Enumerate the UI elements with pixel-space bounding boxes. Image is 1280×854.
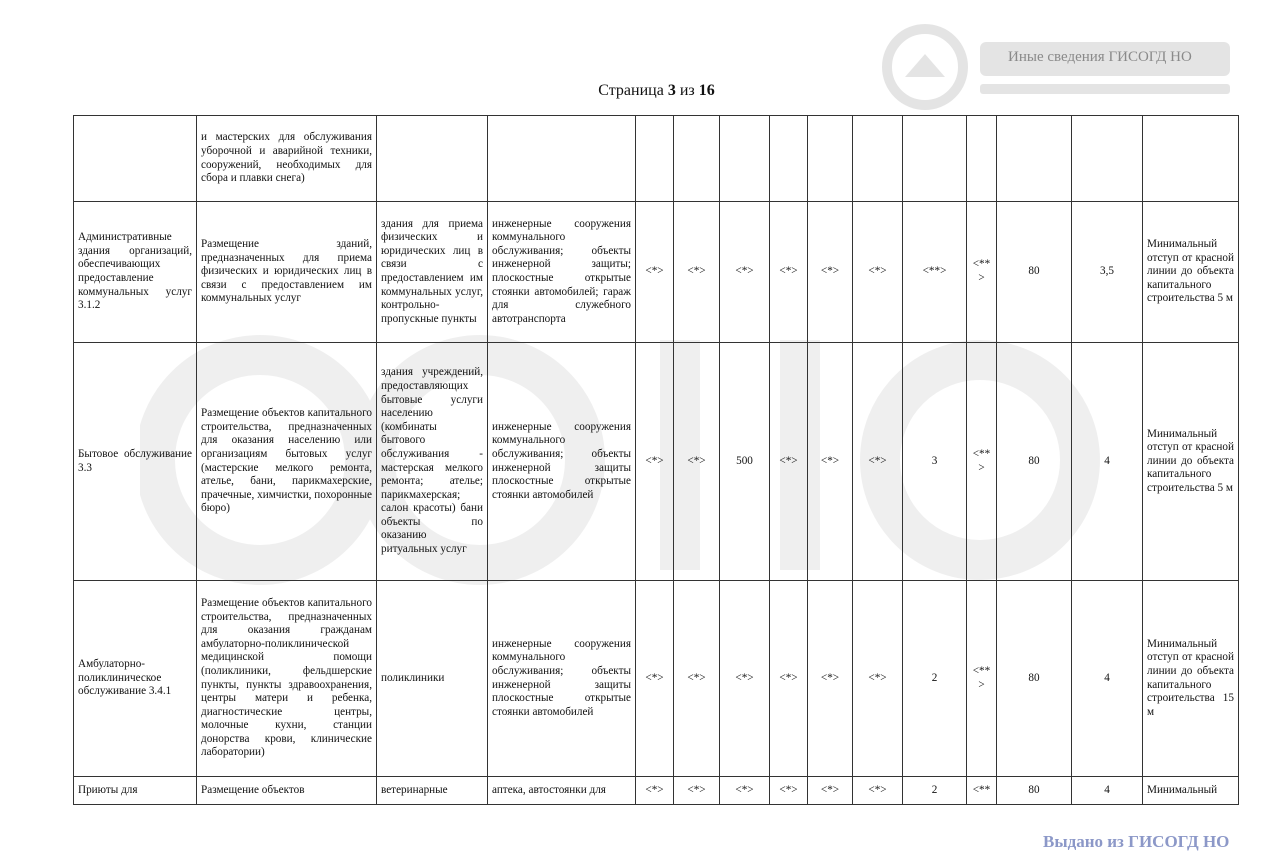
cell-param-6: <*> bbox=[674, 343, 720, 581]
cell-param-14: 3,5 bbox=[1072, 202, 1143, 343]
cell-description: Размещение объектов капитального строительства, предназначенных для оказания населению или организациям бытовых услуг (мастерские мелкого ремонта, ателье, бани, парикмахерские, прачечные, химчистки, похоронные бюро) bbox=[197, 343, 377, 581]
cell-land-use-type: Приюты для bbox=[74, 777, 197, 805]
cell-param-14: 4 bbox=[1072, 777, 1143, 805]
cell-param-14: 4 bbox=[1072, 343, 1143, 581]
cell-param-12: <** > bbox=[967, 343, 997, 581]
cell-description: Размещение объектов bbox=[197, 777, 377, 805]
cell-param-12: <** bbox=[967, 777, 997, 805]
cell-param-6: <*> bbox=[674, 202, 720, 343]
cell-main-objects bbox=[377, 116, 488, 202]
cell-param-11: 3 bbox=[903, 343, 967, 581]
cell-note: Минимальный отступ от красной линии до объекта капитального строительства 5 м bbox=[1143, 343, 1239, 581]
cell-param-13: 80 bbox=[997, 202, 1072, 343]
cell-param-12: <** > bbox=[967, 202, 997, 343]
cell-param-5: <*> bbox=[636, 343, 674, 581]
cell-param-8: <*> bbox=[770, 777, 808, 805]
cell-main-objects: здания для приема физических и юридических лиц в связи с предоставлением им коммунальных услуг, контрольно-пропускные пункты bbox=[377, 202, 488, 343]
cell-param-9: <*> bbox=[808, 777, 853, 805]
cell-auxiliary-objects: инженерные сооружения коммунального обслуживания; объекты инженерной защиты плоскостные открытые стоянки автомобилей bbox=[488, 343, 636, 581]
page-total: 16 bbox=[698, 82, 715, 99]
cell-param-9: <*> bbox=[808, 343, 853, 581]
cell-param-13: 80 bbox=[997, 777, 1072, 805]
table-row bbox=[74, 343, 1239, 581]
cell-land-use-type: Административные здания организаций, обеспечивающих предоставление коммунальных услуг 3.1.2 bbox=[74, 202, 197, 343]
table-row bbox=[74, 202, 1239, 343]
cell-note: Минимальный отступ от красной линии до объекта капитального строительства 15 м bbox=[1143, 581, 1239, 777]
cell-param-10: <*> bbox=[853, 581, 903, 777]
cell-auxiliary-objects: инженерные сооружения коммунального обслуживания; объекты инженерной защиты плоскостные открытые стоянки автомобилей bbox=[488, 581, 636, 777]
cell-param-11 bbox=[903, 116, 967, 202]
cell-param-5: <*> bbox=[636, 202, 674, 343]
cell-main-objects: ветеринарные bbox=[377, 777, 488, 805]
table-row bbox=[74, 777, 1239, 805]
cell-land-use-type: Бытовое обслуживание 3.3 bbox=[74, 343, 197, 581]
page-current: 3 bbox=[667, 82, 676, 99]
cell-param-5: <*> bbox=[636, 777, 674, 805]
table-row bbox=[74, 116, 1239, 202]
cell-param-6 bbox=[674, 116, 720, 202]
issued-stamp: Выдано из ГИСОГД НО bbox=[1043, 832, 1230, 851]
cell-description: Размещение объектов капитального строительства, предназначенных для оказания гражданам амбулаторно-поликлинической медицинской помощи (поликлиники, фельдшерские пункты, пункты здравоохранения, центры матери и ребенка, диагностические центры, молочные кухни, станции донорства крови, клинические лаборатории) bbox=[197, 581, 377, 777]
cell-param-12: <** > bbox=[967, 581, 997, 777]
cell-param-7: <*> bbox=[720, 202, 770, 343]
cell-param-6: <*> bbox=[674, 581, 720, 777]
cell-param-7: 500 bbox=[720, 343, 770, 581]
cell-param-5 bbox=[636, 116, 674, 202]
cell-description: и мастерских для обслуживания уборочной и аварийной техники, сооружений, необходимых для сбора и плавки снега) bbox=[197, 116, 377, 202]
cell-param-9 bbox=[808, 116, 853, 202]
cell-param-10: <*> bbox=[853, 777, 903, 805]
cell-param-13: 80 bbox=[997, 343, 1072, 581]
cell-auxiliary-objects bbox=[488, 116, 636, 202]
page-separator: из bbox=[679, 82, 695, 99]
cell-param-11: <**> bbox=[903, 202, 967, 343]
page-prefix: Страница bbox=[598, 82, 664, 99]
cell-param-11: 2 bbox=[903, 777, 967, 805]
cell-param-5: <*> bbox=[636, 581, 674, 777]
cell-param-13: 80 bbox=[997, 581, 1072, 777]
cell-param-14: 4 bbox=[1072, 581, 1143, 777]
cell-auxiliary-objects: инженерные сооружения коммунального обслуживания; объекты инженерной защиты; плоскостные открытые стоянки автомобилей; гараж для служебного автотранспорта bbox=[488, 202, 636, 343]
cell-param-8 bbox=[770, 116, 808, 202]
cell-main-objects: поликлиники bbox=[377, 581, 488, 777]
cell-note: Минимальный отступ от красной линии до объекта капитального строительства 5 м bbox=[1143, 202, 1239, 343]
table-row bbox=[74, 581, 1239, 777]
cell-land-use-type bbox=[74, 116, 197, 202]
cell-param-6: <*> bbox=[674, 777, 720, 805]
cell-param-10 bbox=[853, 116, 903, 202]
cell-param-7 bbox=[720, 116, 770, 202]
cell-param-10: <*> bbox=[853, 202, 903, 343]
cell-param-11: 2 bbox=[903, 581, 967, 777]
cell-main-objects: здания учреждений, предоставляющих бытовые услуги населению (комбинаты бытового обслуживания - мастерская мелкого ремонта; ателье; парикмахерская; салон красоты) бани объекты по оказанию ритуальных услуг bbox=[377, 343, 488, 581]
cell-param-12 bbox=[967, 116, 997, 202]
cell-param-8: <*> bbox=[770, 581, 808, 777]
cell-param-10: <*> bbox=[853, 343, 903, 581]
cell-param-13 bbox=[997, 116, 1072, 202]
cell-note: Минимальный bbox=[1143, 777, 1239, 805]
cell-param-8: <*> bbox=[770, 202, 808, 343]
page-indicator bbox=[0, 82, 1280, 100]
cell-param-7: <*> bbox=[720, 581, 770, 777]
cell-note bbox=[1143, 116, 1239, 202]
land-use-table bbox=[73, 115, 1239, 805]
cell-param-14 bbox=[1072, 116, 1143, 202]
cell-param-7: <*> bbox=[720, 777, 770, 805]
cell-param-8: <*> bbox=[770, 343, 808, 581]
cell-param-9: <*> bbox=[808, 202, 853, 343]
cell-param-9: <*> bbox=[808, 581, 853, 777]
cell-land-use-type: Амбулаторно-поликлиническое обслуживание 3.4.1 bbox=[74, 581, 197, 777]
cell-auxiliary-objects: аптека, автостоянки для bbox=[488, 777, 636, 805]
header-source-label: Иные сведения ГИСОГД НО bbox=[1008, 49, 1192, 65]
cell-description: Размещение зданий, предназначенных для приема физических и юридических лиц в связи с предоставлением им коммунальных услуг bbox=[197, 202, 377, 343]
